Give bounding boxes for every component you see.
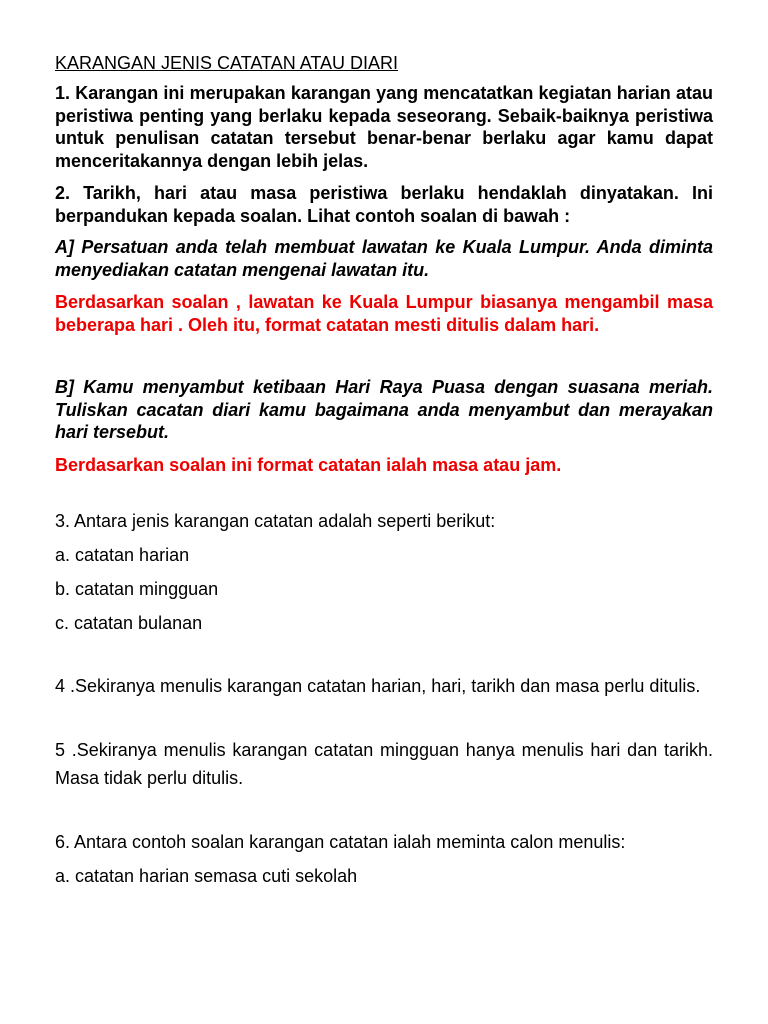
example-a-note: Berdasarkan soalan , lawatan ke Kuala Lumpur biasanya mengambil masa beberapa hari . Oleh itu, format catatan mesti ditulis dalam hari. [55, 292, 713, 335]
point-3-item-c: c. catatan bulanan [55, 613, 203, 633]
point-2-paragraph: 2. Tarikh, hari atau masa peristiwa berlaku hendaklah dinyatakan. Ini berpandukan kepada soalan. Lihat contoh soalan di bawah : [55, 183, 713, 226]
example-b-question: B] Kamu menyambut ketibaan Hari Raya Puasa dengan suasana meriah. Tuliskan cacatan diari kamu bagaimana anda menyambut dan merayakan hari tersebut. [55, 377, 713, 442]
point-3-paragraph: 3. Antara jenis karangan catatan adalah seperti berikut: [55, 511, 496, 531]
document-title: KARANGAN JENIS CATATAN ATAU DIARI [55, 53, 399, 73]
point-3-item-a: a. catatan harian [55, 545, 190, 565]
point-6-item-a: a. catatan harian semasa cuti sekolah [55, 866, 358, 886]
point-5-paragraph: 5 .Sekiranya menulis karangan catatan mingguan hanya menulis hari dan tarikh. Masa tidak perlu ditulis. [55, 740, 713, 788]
example-b-note: Berdasarkan soalan ini format catatan ialah masa atau jam. [55, 454, 562, 475]
point-3-item-b: b. catatan mingguan [55, 579, 219, 599]
point-4-paragraph: 4 .Sekiranya menulis karangan catatan harian, hari, tarikh dan masa perlu ditulis. [55, 676, 701, 696]
point-6-paragraph: 6. Antara contoh soalan karangan catatan ialah meminta calon menulis: [55, 832, 626, 852]
example-a-question: A] Persatuan anda telah membuat lawatan ke Kuala Lumpur. Anda diminta menyediakan catatan mengenai lawatan itu. [55, 237, 713, 280]
document-page [55, 52, 713, 890]
point-1-paragraph: 1. Karangan ini merupakan karangan yang mencatatkan kegiatan harian atau peristiwa penting yang berlaku kepada seseorang. Sebaik-baiknya peristiwa untuk penulisan catatan tersebut benar-benar berlaku agar kamu dapat menceritakannya dengan lebih jelas. [55, 83, 713, 171]
